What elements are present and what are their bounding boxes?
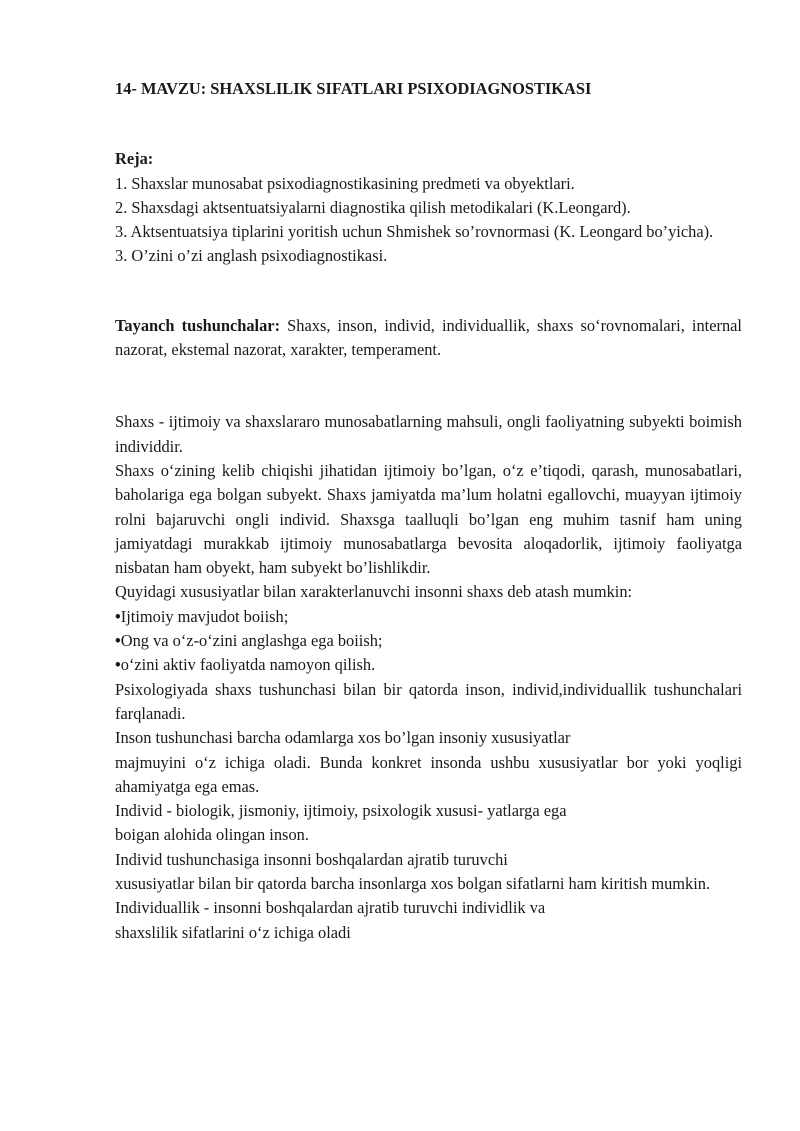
bullet-item <box>115 629 742 653</box>
key-concepts-label: Tayanch tushunchalar: <box>115 315 281 335</box>
bullet-item <box>115 653 742 677</box>
paragraph: Quyidagi xususiyatlar bilan xarakterlanuvchi insonni shaxs deb atash mumkin: <box>115 582 633 602</box>
bullet-dot: • <box>115 631 121 651</box>
document-title: 14- MAVZU: SHAXSLILIK SIFATLARI PSIXODIAGNOSTIKASI <box>115 79 592 98</box>
paragraph: Inson tushunchasi barcha odamlarga xos bo’lgan insoniy xususiyatlar <box>115 728 571 748</box>
paragraph: xususiyatlar bilan bir qatorda barcha insonlarga xos bolgan sifatlarni ham kiritish mumkin. <box>115 874 711 894</box>
paragraph: Shaxs - ijtimoiy va shaxslararo munosabatlarning mahsuli, ongli faoliyatning subyekti boimish individdir. <box>115 412 742 456</box>
bullet-dot: • <box>115 655 121 675</box>
bullet-text: o‘zini aktiv faoliyatda namoyon qilish. <box>120 655 376 675</box>
bullet-text: Ong va o‘z-o‘zini anglashga ega boiish; <box>120 631 383 651</box>
paragraph: Individuallik - insonni boshqalardan ajratib turuvchi individlik va <box>115 898 546 918</box>
paragraph: Shaxs o‘zining kelib chiqishi jihatidan ijtimoiy bo’lgan, o‘z e’tiqodi, qarash, munosabatlari, baholariga ega bolgan subyekt. Shaxs jamiyatda ma’lum holatni egallovchi, muayyan ijtimoiy rolni bajaruvchi ongli individ. Shaxsga taalluqli bo’lgan eng muhim tasnif ham uning jamiyatdagi murakkab ijtimoiy munosabatlarga bevosita aloqadorlik, ijtimoiy faoliyatga nisbatan ham obyekt, ham subyekt bo’lishlikdir. <box>115 460 742 578</box>
bullet-item <box>115 605 742 629</box>
plan-section <box>115 147 742 268</box>
key-concepts <box>115 314 742 363</box>
plan-item: 3. Aktsentuatsiya tiplarini yoritish uchun Shmishek so’rovnormasi (K. Leongard bo’yicha). <box>115 222 714 242</box>
paragraph: Psixologiyada shaxs tushunchasi bilan bir qatorda inson, individ,individuallik tushunchalari farqlanadi. <box>115 679 742 723</box>
plan-item: 2. Shaxsdagi aktsentuatsiyalarni diagnostika qilish metodikalari (K.Leongard). <box>115 197 631 217</box>
plan-item: 3. O’zini o’zi anglash psixodiagnostikasi. <box>115 246 388 266</box>
key-concepts-text: Shaxs, inson, individ, individuallik, shaxs so‘rovnomalari, internal nazorat, ekstemal nazorat, xarakter, temperament. <box>115 315 742 360</box>
bullet-text: Ijtimoiy mavjudot boiish; <box>120 606 289 626</box>
paragraph: Individ tushunchasiga insonni boshqalardan ajratib turuvchi <box>115 849 508 869</box>
bullet-dot: • <box>115 606 121 626</box>
paragraph: Individ - biologik, jismoniy, ijtimoiy, psixologik xususi- yatlarga ega <box>115 801 567 821</box>
paragraph: boigan alohida olingan inson. <box>115 825 309 845</box>
paragraph: shaxslilik sifatlarini o‘z ichiga oladi <box>115 922 351 942</box>
plan-item: 1. Shaxslar munosabat psixodiagnostikasining predmeti va obyektlari. <box>115 173 575 193</box>
paragraph: majmuyini o‘z ichiga oladi. Bunda konkret insonda ushbu xususiyatlar bor yoki yoqligi ahamiyatga ega emas. <box>115 752 742 796</box>
body-section <box>115 410 742 945</box>
plan-heading: Reja: <box>115 149 154 169</box>
